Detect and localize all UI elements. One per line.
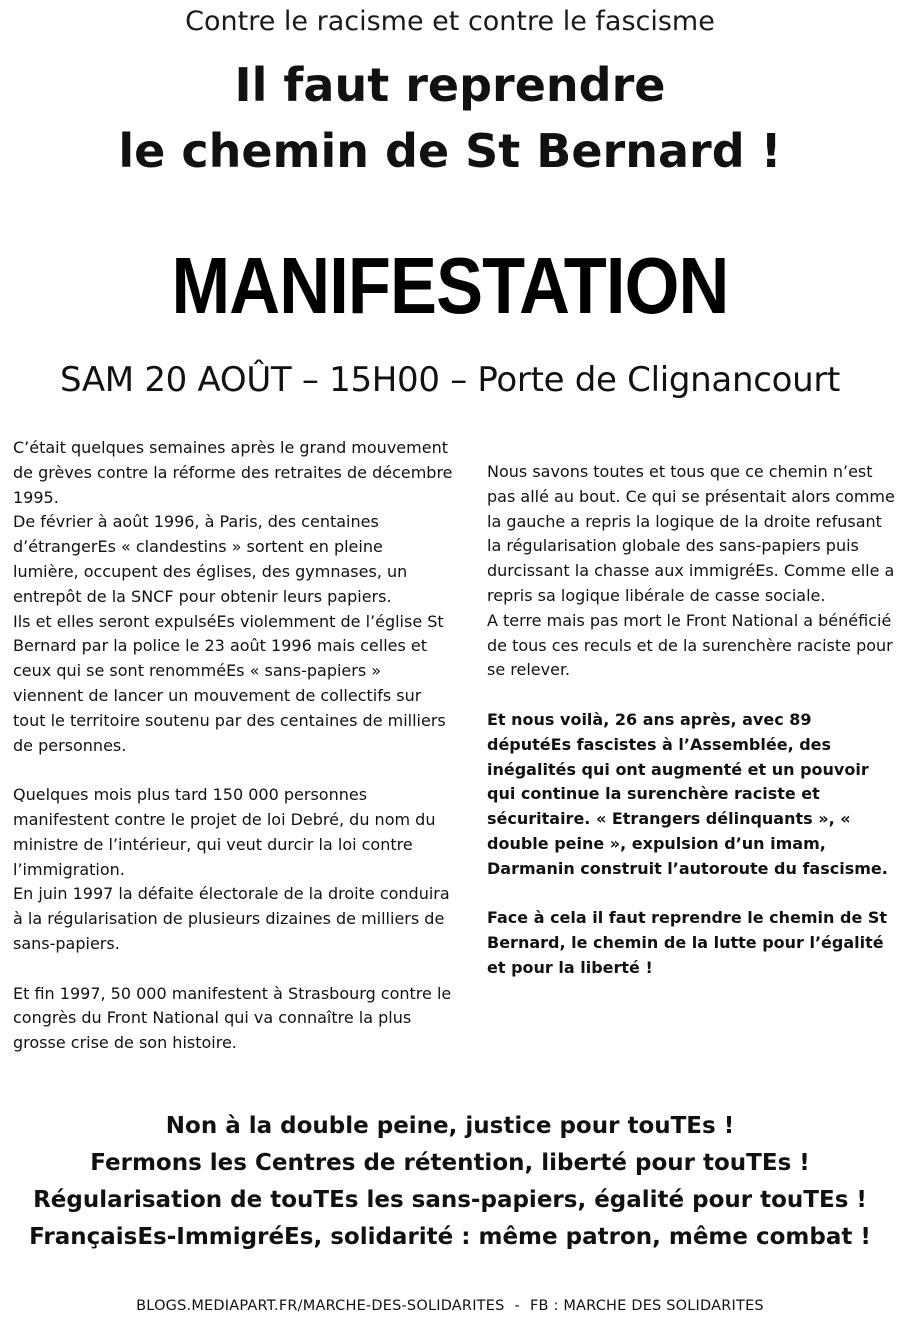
left-paragraph-3: Ils et elles seront expulséEs violemment de l’église St Bernard par la police le 23 août 1996 mais celles et ceux qui se sont renomméEs « sans-papiers » viennent de lancer un mouvement de collectifs sur tout le territoire soutenu par des centaines de milliers de personnes. [13, 611, 446, 755]
flyer-title [0, 52, 900, 184]
left-paragraph-6: Et fin 1997, 50 000 manifestent à Strasbourg contre le congrès du Front National qui va connaître la plus grosse crise de son histoire. [13, 983, 452, 1053]
right-column [487, 460, 897, 981]
footer-separator: - [514, 1298, 520, 1314]
slogans [0, 1108, 900, 1256]
slogan-3: Régularisation de touTEs les sans-papiers, égalité pour touTEs ! [33, 1187, 867, 1213]
footer [0, 1294, 900, 1318]
right-paragraph-4: Face à cela il faut reprendre le chemin de St Bernard, le chemin de la lutte pour l’égalité et pour la liberté ! [487, 908, 888, 977]
right-paragraph-1: Nous savons toutes et tous que ce chemin n’est pas allé au bout. Ce qui se présentait alors comme la gauche a repris la logique de la droite refusant la régularisation globale des sans-papiers puis durcissant la chasse aux immigréEs. Comme elle a repris sa logique libérale de casse sociale. [487, 462, 895, 605]
slogan-2: Fermons les Centres de rétention, liberté pour touTEs ! [90, 1150, 810, 1176]
right-paragraph-2: A terre mais pas mort le Front National a bénéficié de tous ces reculs et de la surenchère raciste pour se relever. [487, 610, 893, 680]
paragraph-gap [13, 957, 453, 982]
paragraph-gap [13, 758, 453, 783]
footer-blog-url: BLOGS.MEDIAPART.FR/MARCHE-DES-SOLIDARITES [136, 1298, 505, 1314]
event-heading: MANIFESTATION [171, 241, 729, 330]
slogan-4: FrançaisEs-ImmigréEs, solidarité : même patron, même combat ! [29, 1224, 871, 1250]
flyer-subtitle: Contre le racisme et contre le fascisme [185, 6, 715, 37]
left-paragraph-2: De février à août 1996, à Paris, des centaines d’étrangerEs « clandestins » sortent en pleine lumière, occupent des églises, des gymnases, un entrepôt de la SNCF pour obtenir leurs papiers. [13, 512, 408, 606]
slogan-1: Non à la double peine, justice pour touTEs ! [165, 1113, 735, 1139]
paragraph-gap [487, 683, 897, 708]
left-column [13, 436, 453, 1056]
left-paragraph-1: C’était quelques semaines après le grand mouvement de grèves contre la réforme des retraites de décembre 1995. [13, 438, 453, 507]
flyer-title-line-2: le chemin de St Bernard ! [118, 124, 782, 178]
right-paragraph-3: Et nous voilà, 26 ans après, avec 89 députéEs fascistes à l’Assemblée, des inégalités qui ont augmenté et un pouvoir qui continue la surenchère raciste et sécuritaire. « Etrangers délinquants », « double peine », expulsion d’un imam, Darmanin construit l’autoroute du fascisme. [487, 709, 888, 878]
event-details: SAM 20 AOÛT – 15H00 – Porte de Clignancourt [59, 360, 841, 400]
paragraph-gap [487, 882, 897, 907]
left-paragraph-4: Quelques mois plus tard 150 000 personnes manifestent contre le projet de loi Debré, du nom du ministre de l’intérieur, qui veut durcir la loi contre l’immigration. [13, 785, 436, 879]
left-paragraph-5: En juin 1997 la défaite électorale de la droite conduira à la régularisation de plusieurs dizaines de milliers de sans-papiers. [13, 884, 450, 953]
footer-facebook: FB : MARCHE DES SOLIDARITES [529, 1298, 764, 1314]
right-bold-block [487, 708, 897, 981]
flyer-title-line-1: Il faut reprendre [234, 58, 666, 112]
